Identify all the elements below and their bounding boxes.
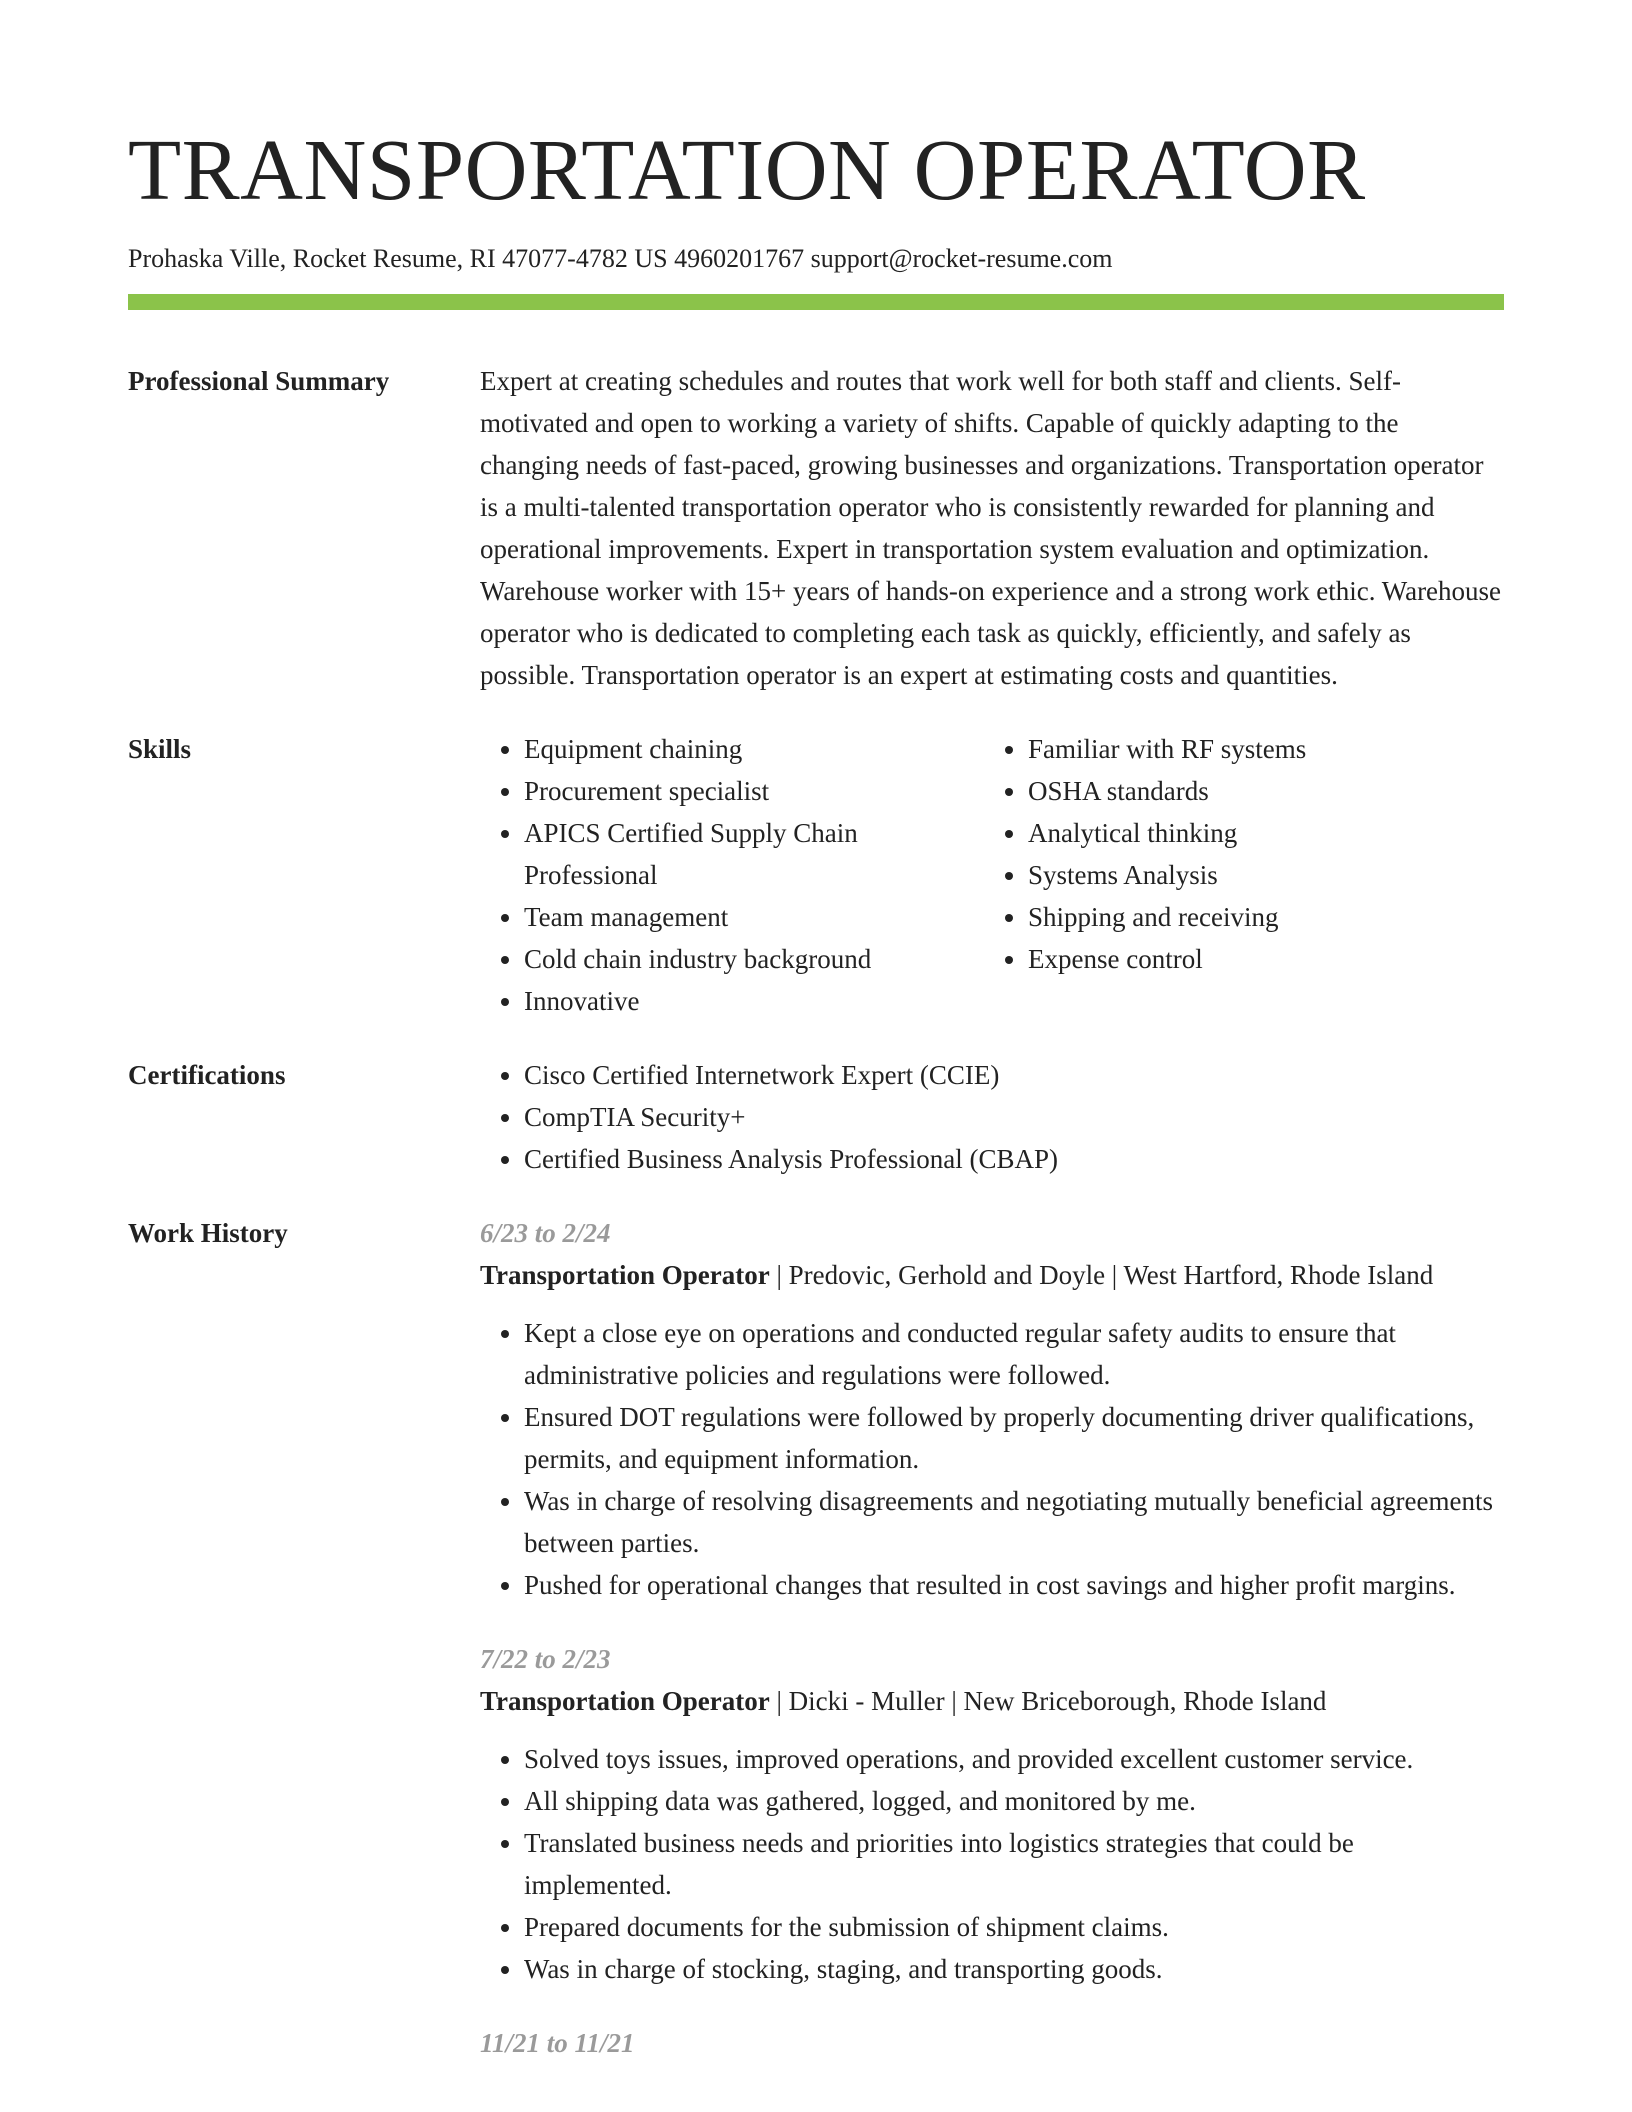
job-title: Transportation Operator <box>480 1686 770 1716</box>
skills-list-left <box>480 728 984 1022</box>
job-title-line <box>480 1680 1504 1722</box>
job-bullet: • Ensured DOT regulations were followed by properly documenting driver qualifications, permits, and equipment information. <box>524 1396 1504 1480</box>
job-bullet: • Was in charge of resolving disagreements and negotiating mutually beneficial agreements between parties. <box>524 1480 1504 1564</box>
job-entry <box>480 1212 1504 1606</box>
skill-item: • Shipping and receiving <box>1028 896 1488 938</box>
job-title-line <box>480 1254 1504 1296</box>
job-bullet: • Kept a close eye on operations and conducted regular safety audits to ensure that administrative policies and regulations were followed. <box>524 1312 1504 1396</box>
skill-item: • Team management <box>524 896 984 938</box>
work-history-section <box>128 1212 1504 2096</box>
job-bullet: • Pushed for operational changes that resulted in cost savings and higher profit margins. <box>524 1564 1504 1606</box>
certifications-section <box>128 1054 1504 1180</box>
job-dates: 11/21 to 11/21 <box>480 2028 635 2058</box>
section-label-summary: Professional Summary <box>128 366 390 396</box>
job-entry <box>480 1638 1504 1990</box>
job-bullet-list <box>480 1738 1504 1990</box>
job-bullet: • Was in charge of stocking, staging, and transporting goods. <box>524 1948 1504 1990</box>
skill-item: • Familiar with RF systems <box>1028 728 1488 770</box>
job-bullet: • Translated business needs and priorities into logistics strategies that could be implemented. <box>524 1822 1504 1906</box>
skill-item: • Expense control <box>1028 938 1488 980</box>
skills-section <box>128 728 1504 1022</box>
skill-item: • Systems Analysis <box>1028 854 1488 896</box>
skill-item: • Cold chain industry background <box>524 938 984 980</box>
skill-item: • OSHA standards <box>1028 770 1488 812</box>
skill-item: • APICS Certified Supply Chain Professional <box>524 812 984 896</box>
professional-summary-section <box>128 360 1504 696</box>
job-bullet: • Solved toys issues, improved operations, and provided excellent customer service. <box>524 1738 1504 1780</box>
skills-list-right <box>984 728 1488 1022</box>
job-entry <box>480 2022 1504 2064</box>
job-details: | Dicki - Muller | New Briceborough, Rhode Island <box>769 1686 1327 1716</box>
summary-text: Expert at creating schedules and routes that work well for both staff and clients. Self-motivated and open to working a variety of shifts. Capable of quickly adapting to the changing needs of fast-paced, growing businesses and organizations. Transportation operator is a multi-talented transportation operator who is consistently rewarded for planning and operational improvements. Expert in transportation system evaluation and optimization. Warehouse worker with 15+ years of hands-on experience and a strong work ethic. Warehouse operator who is dedicated to completing each task as quickly, efficiently, and safely as possible. Transportation operator is an expert at estimating costs and quantities. <box>480 366 1502 690</box>
skill-item: • Procurement specialist <box>524 770 984 812</box>
skill-item: • Innovative <box>524 980 984 1022</box>
section-label-skills: Skills <box>128 734 192 764</box>
job-bullet-list <box>480 1312 1504 1606</box>
certifications-list <box>480 1054 1504 1180</box>
resume-name-heading: TRANSPORTATION OPERATOR <box>128 121 1366 218</box>
job-bullet: • All shipping data was gathered, logged, and monitored by me. <box>524 1780 1504 1822</box>
resume-page <box>128 0 1504 2096</box>
section-label-certifications: Certifications <box>128 1060 286 1090</box>
skill-item: • Analytical thinking <box>1028 812 1488 854</box>
header-divider <box>128 294 1504 310</box>
certification-item: • Certified Business Analysis Professional (CBAP) <box>524 1138 1504 1180</box>
section-label-work-history: Work History <box>128 1218 288 1248</box>
certification-item: • Cisco Certified Internetwork Expert (CCIE) <box>524 1054 1504 1096</box>
skill-item: • Equipment chaining <box>524 728 984 770</box>
job-dates: 7/22 to 2/23 <box>480 1644 611 1674</box>
job-dates: 6/23 to 2/24 <box>480 1218 611 1248</box>
certification-item: • CompTIA Security+ <box>524 1096 1504 1138</box>
job-bullet: • Prepared documents for the submission of shipment claims. <box>524 1906 1504 1948</box>
contact-info: Prohaska Ville, Rocket Resume, RI 47077-4782 US 4960201767 support@rocket-resume.com <box>128 244 1113 273</box>
job-title: Transportation Operator <box>480 1260 770 1290</box>
job-details: | Predovic, Gerhold and Doyle | West Hartford, Rhode Island <box>769 1260 1434 1290</box>
